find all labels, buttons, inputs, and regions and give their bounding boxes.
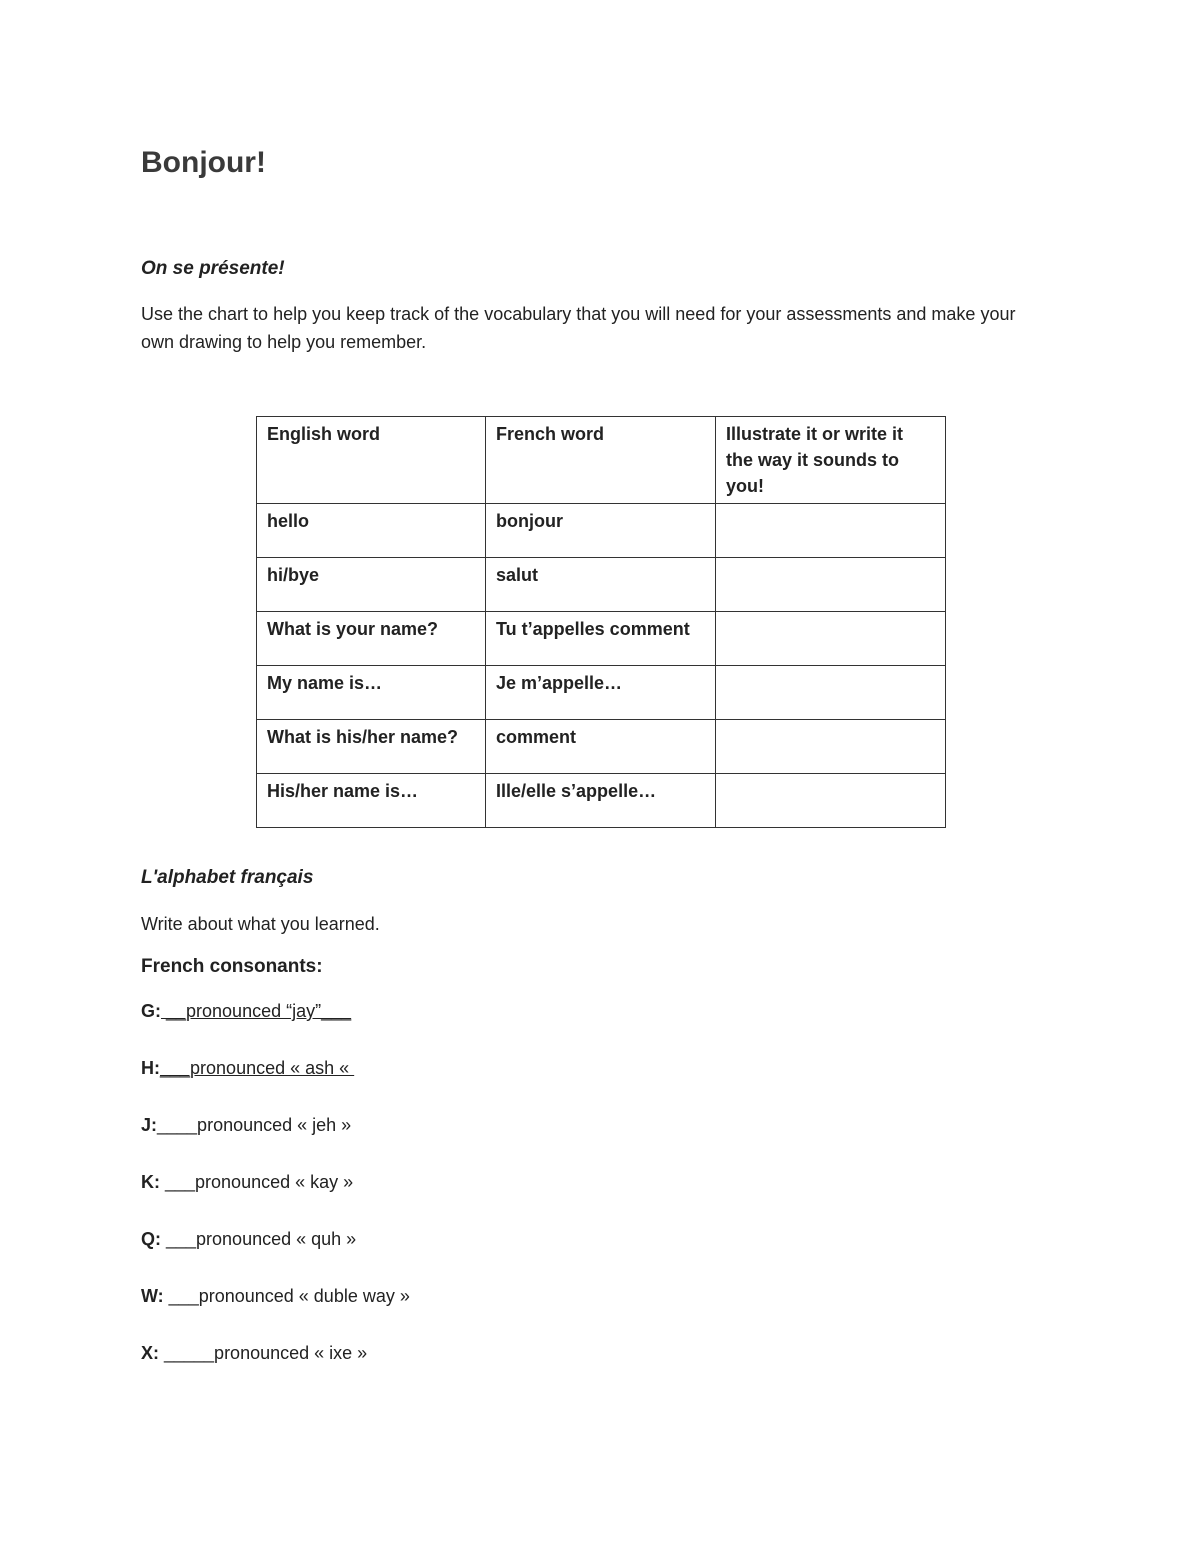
section-heading-alphabet: L'alphabet français	[141, 867, 314, 888]
consonant-answer: ___pronounced « ash «	[160, 1058, 355, 1078]
consonant-letter: G:	[141, 1001, 161, 1021]
english-cell: My name is…	[257, 666, 486, 720]
french-cell: salut	[486, 558, 716, 612]
header-french-word: French word	[486, 417, 716, 504]
instruction-paragraph: Write about what you learned.	[141, 914, 380, 934]
consonant-line-w	[141, 1283, 410, 1309]
consonant-letter: J:	[141, 1115, 158, 1135]
consonant-answer: ___pronounced « quh »	[161, 1229, 357, 1249]
consonant-line-x	[141, 1340, 367, 1366]
intro-paragraph: Use the chart to help you keep track of the vocabulary that you will need for your assessments and make your own drawing to help you remember.	[141, 304, 1016, 352]
table-row	[257, 612, 946, 666]
page-title: Bonjour!	[141, 146, 266, 179]
consonants-heading: French consonants:	[141, 956, 323, 977]
consonant-answer: _____pronounced « ixe »	[159, 1343, 368, 1363]
french-cell: Ille/elle s’appelle…	[486, 774, 716, 828]
header-english-word: English word	[257, 417, 486, 504]
consonant-answer: ___pronounced « kay »	[160, 1172, 354, 1192]
english-cell: hello	[257, 504, 486, 558]
consonant-letter: K:	[141, 1172, 160, 1192]
consonant-answer: ____pronounced « jeh »	[157, 1115, 352, 1135]
illustration-cell[interactable]	[716, 612, 946, 666]
illustration-cell[interactable]	[716, 504, 946, 558]
table-row	[257, 666, 946, 720]
consonant-letter: X:	[141, 1343, 159, 1363]
english-cell: hi/bye	[257, 558, 486, 612]
table-row	[257, 504, 946, 558]
consonant-line-g	[141, 998, 351, 1024]
french-cell: bonjour	[486, 504, 716, 558]
consonant-letter: H:	[141, 1058, 160, 1078]
illustration-cell[interactable]	[716, 558, 946, 612]
consonant-line-h	[141, 1055, 354, 1081]
consonant-line-q	[141, 1226, 356, 1252]
table-header-row	[257, 417, 946, 504]
illustration-cell[interactable]	[716, 720, 946, 774]
consonant-letter: Q:	[141, 1229, 161, 1249]
illustration-cell[interactable]	[716, 666, 946, 720]
illustration-cell[interactable]	[716, 774, 946, 828]
section-heading-presente: On se présente!	[141, 258, 285, 279]
english-cell: What is his/her name?	[257, 720, 486, 774]
consonant-letter: W:	[141, 1286, 164, 1306]
french-cell: Tu t’appelles comment	[486, 612, 716, 666]
consonant-answer: __pronounced “jay”___	[161, 1001, 352, 1021]
english-cell: What is your name?	[257, 612, 486, 666]
english-cell: His/her name is…	[257, 774, 486, 828]
french-cell: comment	[486, 720, 716, 774]
consonant-line-k	[141, 1169, 353, 1195]
table-row	[257, 558, 946, 612]
consonant-answer: ___pronounced « duble way »	[163, 1286, 410, 1306]
table-row	[257, 774, 946, 828]
consonant-line-j	[141, 1112, 351, 1138]
vocabulary-table	[256, 416, 946, 828]
french-cell: Je m’appelle…	[486, 666, 716, 720]
table-row	[257, 720, 946, 774]
header-illustrate: Illustrate it or write it the way it sounds to you!	[716, 417, 946, 504]
